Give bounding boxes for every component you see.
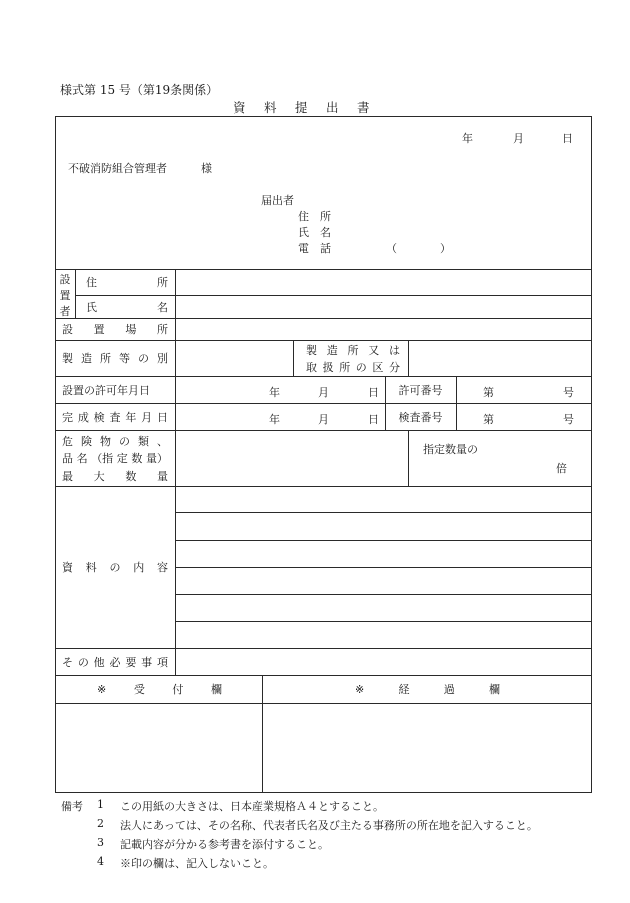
reception-label: ※ 受 付 欄 [97, 682, 222, 696]
note-1-text: この用紙の大きさは、日本産業規格Ａ４とすること。 [120, 800, 384, 813]
form-number: 様式第 15 号（第19条関係） [60, 83, 219, 97]
permit-dai: 第 [483, 386, 494, 399]
installer-label: 設 置 者 [59, 273, 71, 318]
rule-installer-column [75, 269, 76, 318]
progress-label: ※ 経 過 欄 [355, 682, 500, 696]
designated-qty-multiplier: 倍 [556, 462, 567, 475]
installer-name-label: 氏 名 [86, 300, 168, 314]
header-day: 日 [562, 132, 573, 145]
applicant-address-label: 住 所 [298, 210, 331, 223]
applicant-phone-label: 電 話 [298, 242, 331, 255]
inspection-dai: 第 [483, 413, 494, 426]
permit-year: 年 [269, 386, 280, 399]
header-year: 年 [462, 132, 473, 145]
inspection-date-label: 完 成 検 査 年 月 日 [62, 410, 168, 424]
rule-inspection-bottom [55, 430, 592, 431]
phone-paren-close: ） [440, 242, 451, 255]
facility-type-label: 製 造 所 等 の 別 [62, 352, 168, 365]
other-label: そ の 他 必 要 事 項 [62, 655, 168, 669]
note-2-text: 法人にあっては、その名称、代表者氏名及び主たる事務所の所在地を記入すること。 [120, 819, 538, 832]
rule-reception-divider [262, 675, 263, 793]
inspection-day: 日 [368, 413, 379, 426]
hazard-label-line1: 危 険 物 の 類 、 [62, 434, 168, 448]
note-4-text: ※印の欄は、記入しないこと。 [120, 857, 274, 870]
permit-date-label: 設置の許可年月日 [62, 383, 150, 397]
facility-class-label-line1: 製 造 所 又 は [306, 343, 400, 357]
rule-facility-class-right [408, 340, 409, 376]
inspection-gou: 号 [563, 413, 574, 426]
permit-day: 日 [368, 386, 379, 399]
inspection-number-label: 検査番号 [398, 410, 443, 424]
inspection-month: 月 [318, 413, 329, 426]
rule-reception-head-bottom [55, 703, 592, 704]
rule-label-column [175, 269, 176, 675]
install-location-label: 設 置 場 所 [62, 323, 168, 336]
note-3-number: 3 [97, 836, 104, 849]
permit-gou: 号 [563, 386, 574, 399]
note-1-number: 1 [97, 798, 104, 811]
note-4-number: 4 [97, 855, 104, 868]
rule-contents-2 [175, 540, 592, 541]
notes-heading: 備考 [61, 800, 83, 813]
applicant-name-label: 氏 名 [298, 226, 331, 239]
addressee: 不破消防組合管理者 [68, 162, 167, 175]
contents-label: 資 料 の 内 容 [62, 561, 168, 574]
note-2-number: 2 [97, 817, 104, 830]
applicant-label: 届出者 [261, 194, 294, 207]
rule-designated-qty [408, 430, 409, 486]
permit-month: 月 [318, 386, 329, 399]
rule-contents-4 [175, 594, 592, 595]
permit-number-label: 許可番号 [398, 383, 443, 397]
hazard-label-line2: 品 名 （指 定 数 量） [62, 451, 168, 465]
form-title: 資 料 提 出 書 [233, 100, 373, 115]
rule-contents-1 [175, 512, 592, 513]
phone-paren-open: （ [386, 242, 397, 255]
addressee-honorific: 様 [201, 162, 212, 175]
header-month: 月 [513, 132, 524, 145]
note-3-text: 記載内容が分かる参考書を添付すること。 [120, 838, 329, 851]
rule-facility-class-left [293, 340, 294, 376]
facility-class-label-line2: 取 扱 所 の 区 分 [306, 360, 400, 374]
rule-number-label-right [456, 376, 457, 430]
installer-address-label: 住 所 [86, 276, 168, 289]
rule-contents-5 [175, 621, 592, 622]
designated-qty-label: 指定数量の [423, 443, 478, 456]
inspection-year: 年 [269, 413, 280, 426]
rule-contents-3 [175, 567, 592, 568]
hazard-label-line3: 最 大 数 量 [62, 469, 168, 483]
